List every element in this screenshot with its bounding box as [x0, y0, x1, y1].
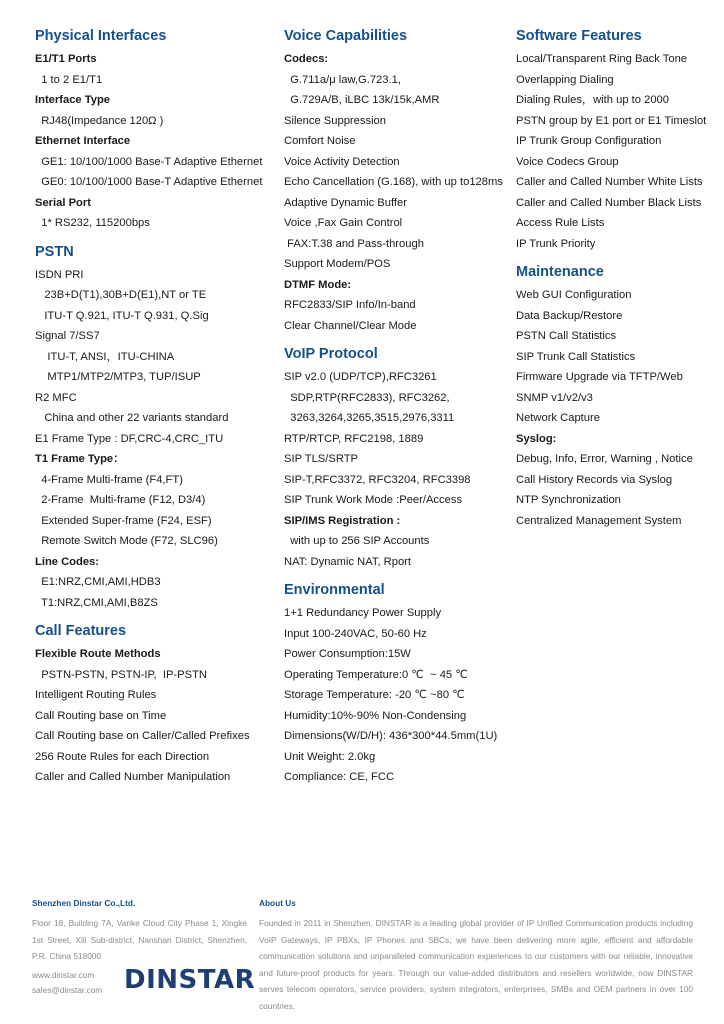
- spec-item: NAT: Dynamic NAT, Rport: [284, 555, 412, 568]
- spec-item: Unit Weight: 2.0kg: [284, 750, 376, 763]
- spec-item: Silence Suppression: [284, 114, 386, 127]
- spec-item: SIP-T,RFC3372, RFC3204, RFC3398: [284, 473, 471, 486]
- spec-item: Voice Activity Detection: [284, 155, 400, 168]
- section-heading: Physical Interfaces: [35, 28, 167, 44]
- spec-item: PSTN group by E1 port or E1 Timeslot: [516, 114, 707, 127]
- spec-item: GE0: 10/100/1000 Base-T Adaptive Ethernet: [35, 176, 263, 188]
- spec-item: Compliance: CE, FCC: [284, 771, 395, 783]
- spec-item: R2 MFC: [35, 391, 77, 404]
- website-link[interactable]: www.dinstar.com: [32, 970, 95, 980]
- spec-item: Local/Transparent Ring Back Tone: [516, 53, 688, 65]
- spec-item: Storage Temperature: -20 ℃ ~80 ℃: [284, 689, 465, 701]
- section-heading: Call Features: [35, 623, 127, 639]
- spec-subheading: DTMF Mode:: [284, 278, 352, 291]
- dinstar-logo: DINSTAR: [124, 965, 256, 995]
- spec-item: Caller and Called Number Black Lists: [516, 196, 702, 209]
- spec-subheading: Syslog:: [516, 432, 557, 445]
- spec-item: G.711a/μ law,G.723.1,: [284, 73, 401, 86]
- spec-item: ITU-T, ANSI，ITU-CHINA: [35, 350, 175, 363]
- spec-item: Firmware Upgrade via TFTP/Web: [516, 371, 683, 383]
- spec-item: 1 to 2 E1/T1: [35, 73, 103, 86]
- spec-item: Caller and Called Number White Lists: [516, 176, 703, 188]
- spec-item: Humidity:10%-90% Non-Condensing: [284, 709, 467, 722]
- section-heading: Software Features: [516, 28, 642, 44]
- spec-item: Comfort Noise: [284, 135, 356, 147]
- spec-subheading: Interface Type: [35, 94, 111, 106]
- spec-item: IP Trunk Group Configuration: [516, 135, 662, 147]
- section-heading: PSTN: [35, 243, 74, 260]
- section-heading: Environmental: [284, 582, 385, 598]
- column-2: [284, 26, 509, 788]
- spec-item: Data Backup/Restore: [516, 309, 623, 322]
- spec-item: PSTN-PSTN, PSTN-IP, IP-PSTN: [35, 668, 207, 681]
- spec-subheading: Line Codes:: [35, 555, 100, 568]
- spec-item: E1:NRZ,CMI,AMI,HDB3: [35, 576, 161, 588]
- contact-block: [32, 968, 102, 998]
- spec-item: Call Routing base on Caller/Called Prefixes: [35, 730, 250, 742]
- spec-item: IP Trunk Priority: [516, 237, 596, 250]
- spec-subheading: Ethernet Interface: [35, 135, 131, 147]
- spec-subheading: Serial Port: [35, 196, 91, 209]
- about-title: About Us: [259, 898, 296, 908]
- spec-item: Adaptive Dynamic Buffer: [284, 196, 407, 209]
- spec-item: ISDN PRI: [35, 268, 84, 281]
- spec-item: 1* RS232, 115200bps: [35, 217, 150, 229]
- spec-item: Call Routing base on Time: [35, 709, 167, 722]
- email-link[interactable]: sales@dinstar.com: [32, 985, 103, 995]
- spec-item: SNMP v1/v2/v3: [516, 391, 593, 404]
- spec-item: Intelligent Routing Rules: [35, 689, 157, 701]
- company-name: Shenzhen Dinstar Co.,Ltd.: [32, 898, 136, 908]
- spec-item: Support Modem/POS: [284, 258, 391, 270]
- spec-item: MTP1/MTP2/MTP3, TUP/ISUP: [35, 371, 201, 383]
- spec-item: FAX:T.38 and Pass-through: [284, 237, 424, 250]
- spec-item: SIP v2.0 (UDP/TCP),RFC3261: [284, 371, 437, 383]
- spec-subheading: SIP/IMS Registration :: [284, 514, 401, 527]
- column-1: [35, 26, 270, 788]
- column-3: [516, 26, 716, 531]
- spec-subheading: Flexible Route Methods: [35, 648, 161, 660]
- spec-item: T1:NRZ,CMI,AMI,B8ZS: [35, 596, 158, 609]
- spec-item: 23B+D(T1),30B+D(E1),NT or TE: [35, 289, 207, 301]
- spec-item: Debug, Info, Error, Warning , Notice: [516, 453, 693, 465]
- spec-item: Network Capture: [516, 412, 600, 424]
- spec-subheading: E1/T1 Ports: [35, 53, 97, 65]
- spec-item: GE1: 10/100/1000 Base-T Adaptive Ethernet: [35, 155, 263, 168]
- footer-company-block: [32, 897, 247, 965]
- spec-item: 4-Frame Multi-frame (F4,FT): [35, 473, 183, 486]
- spec-item: 1+1 Redundancy Power Supply: [284, 607, 442, 619]
- spec-item: NTP Synchronization: [516, 494, 621, 506]
- about-text: Founded in 2011 in Shenzhen, DINSTAR is a leading global provider of IP Unified Communication products including VoIP Gateways, IP PBXs, IP Phones and SBCs, we have been delivering more agile, efficient and affordable communication solutions and unparalleled communication experiences to our customers with our reliable, innovative and future-proof products for years. Through our value-added distributors and resellers worldwide, now DINSTAR serves telecom operators, service providers, system integrators, enterprises, SMBs and OEM partners in over 100 countries.: [259, 918, 693, 1011]
- spec-item: Centralized Management System: [516, 514, 682, 527]
- spec-item: SDP,RTP(RFC2833), RFC3262,: [284, 391, 450, 404]
- spec-item: ITU-T Q.921, ITU-T Q.931, Q.Sig: [35, 309, 209, 322]
- spec-item: 3263,3264,3265,3515,2976,3311: [284, 412, 455, 424]
- spec-item: Caller and Called Number Manipulation: [35, 771, 231, 783]
- spec-item: China and other 22 variants standard: [35, 412, 229, 424]
- spec-item: Call History Records via Syslog: [516, 473, 673, 486]
- spec-item: Echo Cancellation (G.168), with up to128ms: [284, 176, 503, 188]
- spec-item: E1 Frame Type : DF,CRC-4,CRC_ITU: [35, 432, 224, 445]
- spec-item: PSTN Call Statistics: [516, 330, 617, 342]
- spec-item: 2-Frame Multi-frame (F12, D3/4): [35, 494, 206, 506]
- company-address: Floor 18, Building 7A, Vanke Cloud City Phase 1, Xingke 1st Street, Xili Sub-district, Nanshan District, Shenzhen, P.R. China 518000: [32, 918, 247, 961]
- spec-item: Overlapping Dialing: [516, 73, 614, 86]
- spec-item: Extended Super-frame (F24, ESF): [35, 514, 212, 527]
- spec-item: G.729A/B, iLBC 13k/15k,AMR: [284, 94, 440, 106]
- section-heading: Voice Capabilities: [284, 28, 408, 44]
- footer-about-block: [259, 897, 693, 1014]
- spec-item: Voice Codecs Group: [516, 155, 619, 168]
- spec-subheading: Codecs:: [284, 53, 329, 65]
- spec-item: Operating Temperature:0 ℃ ~ 45 ℃: [284, 668, 468, 681]
- spec-item: SIP Trunk Work Mode :Peer/Access: [284, 494, 463, 506]
- spec-item: SIP Trunk Call Statistics: [516, 350, 636, 363]
- spec-item: RTP/RTCP, RFC2198, 1889: [284, 432, 424, 445]
- spec-item: Web GUI Configuration: [516, 289, 632, 301]
- spec-item: Voice ,Fax Gain Control: [284, 217, 403, 229]
- spec-item: Signal 7/SS7: [35, 330, 100, 342]
- section-heading: Maintenance: [516, 264, 604, 280]
- spec-item: RFC2833/SIP Info/In-band: [284, 299, 416, 311]
- spec-item: Power Consumption:15W: [284, 648, 411, 660]
- spec-item: Dialing Rules，with up to 2000: [516, 94, 669, 106]
- spec-item: RJ48(Impedance 120Ω ): [35, 114, 164, 127]
- spec-item: Dimensions(W/D/H): 436*300*44.5mm(1U): [284, 730, 498, 742]
- spec-item: Clear Channel/Clear Mode: [284, 319, 417, 332]
- spec-item: SIP TLS/SRTP: [284, 453, 358, 465]
- spec-item: Access Rule Lists: [516, 217, 605, 229]
- spec-item: with up to 256 SIP Accounts: [284, 535, 430, 547]
- spec-item: 256 Route Rules for each Direction: [35, 750, 210, 763]
- section-heading: VoIP Protocol: [284, 346, 378, 362]
- spec-item: Input 100-240VAC, 50-60 Hz: [284, 627, 427, 640]
- spec-subheading: T1 Frame Type：: [35, 453, 125, 465]
- spec-item: Remote Switch Mode (F72, SLC96): [35, 535, 218, 547]
